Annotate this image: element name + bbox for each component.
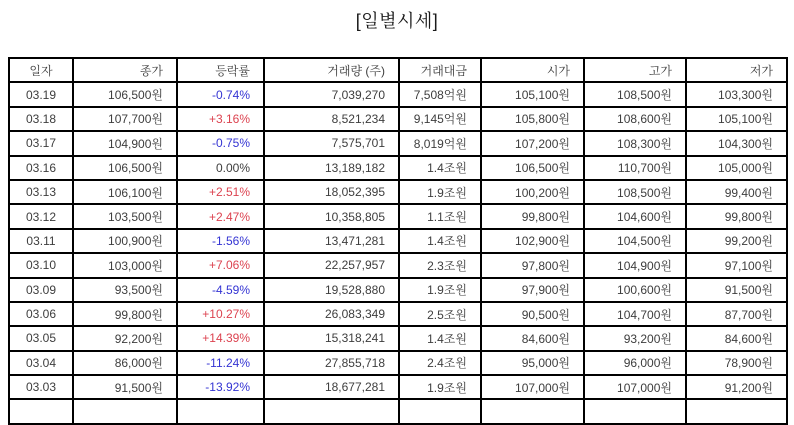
cell-date: 03.09 [9, 278, 73, 302]
table-row [9, 131, 787, 155]
cell-trading-value: 7,508억원 [399, 82, 481, 106]
cell-low: 105,100원 [686, 107, 787, 131]
cell-high: 100,600원 [584, 278, 686, 302]
cell-high: 108,500원 [584, 180, 686, 204]
cell-high: 108,600원 [584, 107, 686, 131]
cell-open: 105,100원 [481, 82, 584, 106]
cell-high: 104,900원 [584, 253, 686, 277]
cell-close: 99,800원 [73, 302, 177, 326]
column-header-date: 일자 [9, 58, 73, 82]
cell-volume: 7,039,270 [264, 82, 399, 106]
cell-open: 107,200원 [481, 131, 584, 155]
cell-change-rate: +3.16% [177, 107, 264, 131]
cell-close: 103,500원 [73, 204, 177, 228]
cell-date: 03.06 [9, 302, 73, 326]
cell-date: 03.16 [9, 156, 73, 180]
cell-high: 104,700원 [584, 302, 686, 326]
cell-high: 104,600원 [584, 204, 686, 228]
cell-change-rate: +14.39% [177, 326, 264, 350]
cell-volume: 10,358,805 [264, 204, 399, 228]
cell-open: 99,800원 [481, 204, 584, 228]
cell-date: 03.18 [9, 107, 73, 131]
cell-close: 106,500원 [73, 82, 177, 106]
table-row [9, 326, 787, 350]
cell-trading-value: 1.9조원 [399, 278, 481, 302]
cell-change-rate: +2.51% [177, 180, 264, 204]
cell-change-rate: -0.75% [177, 131, 264, 155]
cell-date [9, 399, 73, 423]
cell-volume: 15,318,241 [264, 326, 399, 350]
table-row [9, 302, 787, 326]
cell-change-rate: -13.92% [177, 375, 264, 399]
cell-high [584, 399, 686, 423]
cell-date: 03.10 [9, 253, 73, 277]
cell-low: 104,300원 [686, 131, 787, 155]
cell-trading-value: 1.9조원 [399, 375, 481, 399]
cell-open: 84,600원 [481, 326, 584, 350]
cell-volume: 22,257,957 [264, 253, 399, 277]
cell-trading-value: 1.9조원 [399, 180, 481, 204]
cell-change-rate [177, 399, 264, 423]
cell-trading-value: 8,019억원 [399, 131, 481, 155]
cell-open: 102,900원 [481, 229, 584, 253]
cell-close: 103,000원 [73, 253, 177, 277]
cell-close: 100,900원 [73, 229, 177, 253]
cell-volume [264, 399, 399, 423]
page-title: [일별시세] [355, 11, 439, 31]
table-row [9, 399, 787, 423]
cell-open: 97,900원 [481, 278, 584, 302]
header-row [9, 58, 787, 82]
cell-date: 03.19 [9, 82, 73, 106]
cell-low: 99,400원 [686, 180, 787, 204]
table-row [9, 253, 787, 277]
cell-close: 93,500원 [73, 278, 177, 302]
cell-change-rate: -4.59% [177, 278, 264, 302]
cell-volume: 18,677,281 [264, 375, 399, 399]
cell-change-rate: +7.06% [177, 253, 264, 277]
cell-close: 106,100원 [73, 180, 177, 204]
cell-date: 03.05 [9, 326, 73, 350]
column-header-close: 종가 [73, 58, 177, 82]
cell-low: 97,100원 [686, 253, 787, 277]
cell-change-rate: -11.24% [177, 351, 264, 375]
cell-open [481, 399, 584, 423]
cell-volume: 18,052,395 [264, 180, 399, 204]
cell-change-rate: +10.27% [177, 302, 264, 326]
cell-change-rate: -0.74% [177, 82, 264, 106]
cell-close: 86,000원 [73, 351, 177, 375]
cell-change-rate: 0.00% [177, 156, 264, 180]
cell-open: 97,800원 [481, 253, 584, 277]
cell-volume: 27,855,718 [264, 351, 399, 375]
cell-volume: 8,521,234 [264, 107, 399, 131]
cell-high: 96,000원 [584, 351, 686, 375]
cell-low: 103,300원 [686, 82, 787, 106]
cell-trading-value: 1.4조원 [399, 326, 481, 350]
cell-open: 107,000원 [481, 375, 584, 399]
table-row [9, 156, 787, 180]
cell-trading-value: 1.1조원 [399, 204, 481, 228]
cell-volume: 19,528,880 [264, 278, 399, 302]
table-row [9, 82, 787, 106]
cell-open: 100,200원 [481, 180, 584, 204]
cell-low: 99,800원 [686, 204, 787, 228]
cell-trading-value [399, 399, 481, 423]
cell-close: 104,900원 [73, 131, 177, 155]
cell-trading-value: 2.4조원 [399, 351, 481, 375]
cell-close [73, 399, 177, 423]
cell-close: 92,200원 [73, 326, 177, 350]
cell-date: 03.13 [9, 180, 73, 204]
cell-high: 110,700원 [584, 156, 686, 180]
cell-low: 91,500원 [686, 278, 787, 302]
cell-high: 104,500원 [584, 229, 686, 253]
cell-low: 105,000원 [686, 156, 787, 180]
table-row [9, 204, 787, 228]
column-header-low: 저가 [686, 58, 787, 82]
cell-change-rate: -1.56% [177, 229, 264, 253]
daily-price-table [8, 57, 788, 425]
cell-low: 87,700원 [686, 302, 787, 326]
cell-low: 78,900원 [686, 351, 787, 375]
cell-open: 95,000원 [481, 351, 584, 375]
column-header-high: 고가 [584, 58, 686, 82]
table-row [9, 278, 787, 302]
cell-low: 99,200원 [686, 229, 787, 253]
cell-close: 106,500원 [73, 156, 177, 180]
cell-low [686, 399, 787, 423]
cell-date: 03.11 [9, 229, 73, 253]
cell-high: 93,200원 [584, 326, 686, 350]
cell-trading-value: 9,145억원 [399, 107, 481, 131]
cell-change-rate: +2.47% [177, 204, 264, 228]
cell-trading-value: 1.4조원 [399, 156, 481, 180]
column-header-open: 시가 [481, 58, 584, 82]
cell-trading-value: 2.3조원 [399, 253, 481, 277]
cell-trading-value: 1.4조원 [399, 229, 481, 253]
cell-high: 108,300원 [584, 131, 686, 155]
cell-open: 90,500원 [481, 302, 584, 326]
cell-close: 107,700원 [73, 107, 177, 131]
cell-date: 03.04 [9, 351, 73, 375]
table-row [9, 180, 787, 204]
cell-volume: 7,575,701 [264, 131, 399, 155]
cell-low: 91,200원 [686, 375, 787, 399]
cell-low: 84,600원 [686, 326, 787, 350]
cell-high: 107,000원 [584, 375, 686, 399]
cell-volume: 13,189,182 [264, 156, 399, 180]
column-header-volume: 거래량 (주) [264, 58, 399, 82]
cell-date: 03.12 [9, 204, 73, 228]
column-header-trading-value: 거래대금 [399, 58, 481, 82]
cell-trading-value: 2.5조원 [399, 302, 481, 326]
cell-date: 03.03 [9, 375, 73, 399]
cell-open: 105,800원 [481, 107, 584, 131]
cell-high: 108,500원 [584, 82, 686, 106]
cell-open: 106,500원 [481, 156, 584, 180]
table-row [9, 107, 787, 131]
cell-volume: 26,083,349 [264, 302, 399, 326]
column-header-change-rate: 등락률 [177, 58, 264, 82]
cell-close: 91,500원 [73, 375, 177, 399]
cell-volume: 13,471,281 [264, 229, 399, 253]
table-row [9, 229, 787, 253]
table-row [9, 351, 787, 375]
cell-date: 03.17 [9, 131, 73, 155]
table-row [9, 375, 787, 399]
